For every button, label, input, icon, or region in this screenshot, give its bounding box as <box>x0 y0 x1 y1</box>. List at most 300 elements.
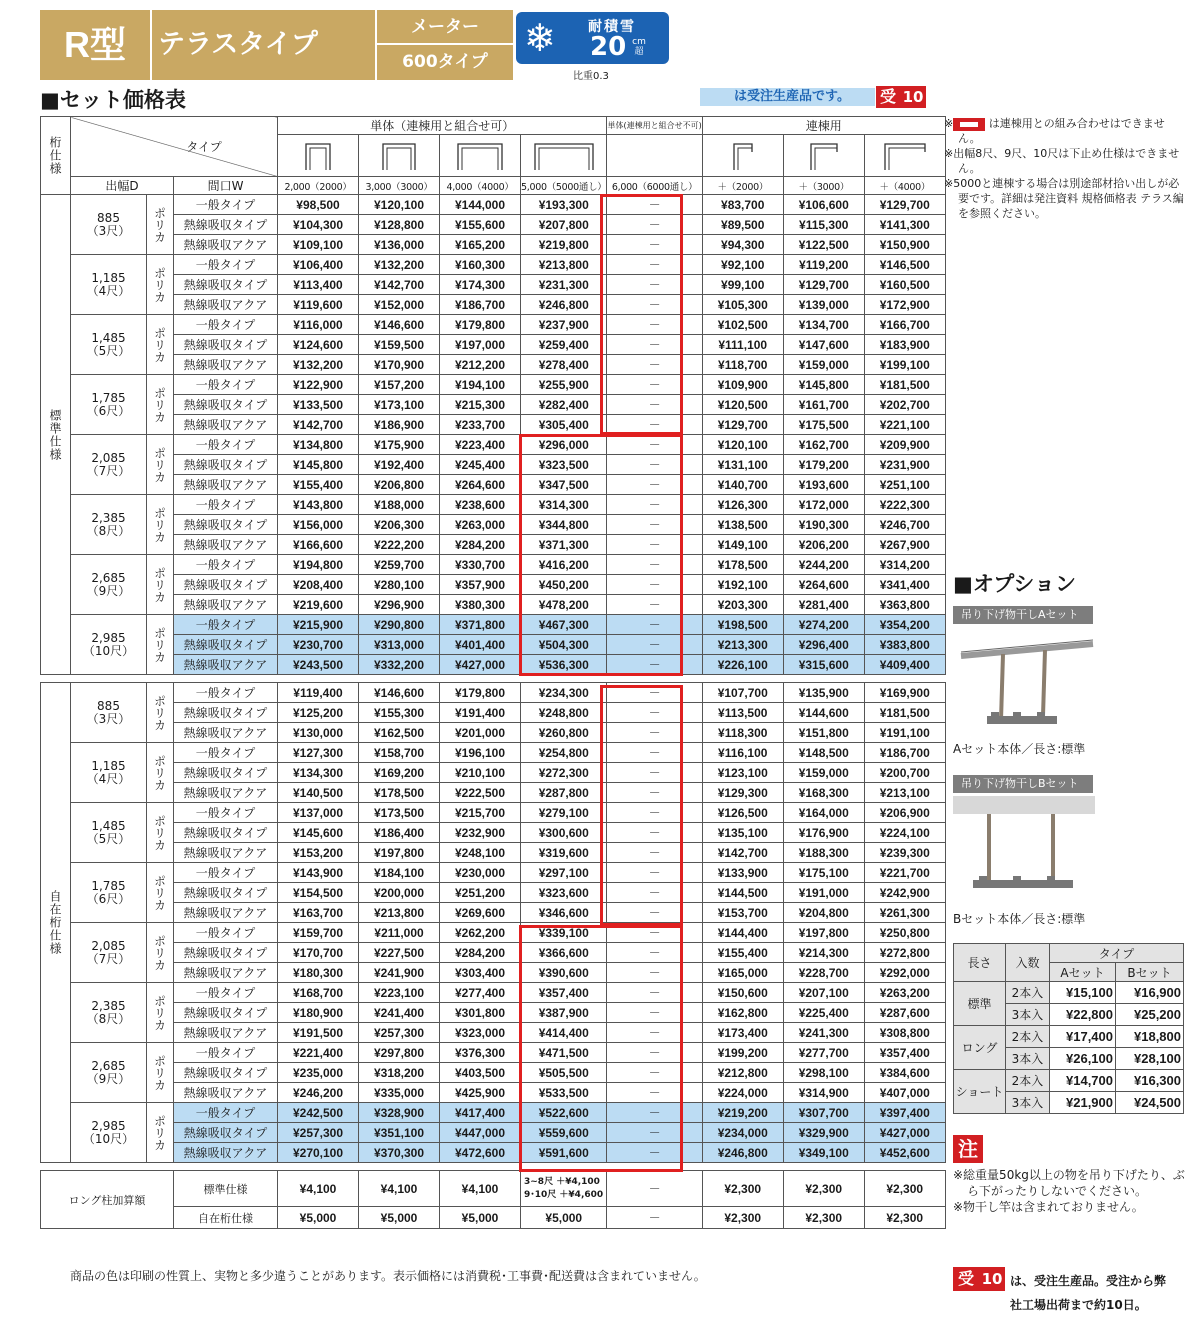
price-cell: ¥221,100 <box>864 415 945 435</box>
depth-size: 1,485 （5尺） <box>71 803 147 863</box>
price-cell: ¥200,700 <box>864 763 945 783</box>
terrace-shape-icon <box>521 135 607 177</box>
price-row <box>41 963 946 983</box>
price-cell: ¥280,100 <box>359 575 440 595</box>
material-label: ポリカ <box>147 195 174 255</box>
price-cell: ¥319,600 <box>521 843 607 863</box>
price-cell-unavailable: － <box>607 923 702 943</box>
price-cell: ¥115,300 <box>783 215 864 235</box>
price-row <box>41 295 946 315</box>
price-cell: ¥315,600 <box>783 655 864 675</box>
type-name: 熱線吸収アクア <box>174 595 278 615</box>
price-cell: ¥193,300 <box>521 195 607 215</box>
price-row <box>41 1023 946 1043</box>
price-cell: ¥89,500 <box>702 215 783 235</box>
price-cell: ¥290,800 <box>359 615 440 635</box>
option-price-b: ¥18,800 <box>1116 1026 1184 1048</box>
price-row <box>41 535 946 555</box>
price-cell: ¥260,800 <box>521 723 607 743</box>
type-name: 一般タイプ <box>174 803 278 823</box>
price-cell: ¥296,900 <box>359 595 440 615</box>
price-cell: ¥194,800 <box>278 555 359 575</box>
price-cell-unavailable: － <box>607 315 702 335</box>
long-post-linked-price: ¥2,300 <box>702 1207 783 1229</box>
price-cell: ¥159,500 <box>359 335 440 355</box>
price-cell-unavailable: － <box>607 215 702 235</box>
uke-mark-number-bg: 10 <box>900 86 926 108</box>
meter-type: 600タイプ <box>402 52 488 72</box>
type-name: 熱線吸収アクア <box>174 723 278 743</box>
price-cell: ¥224,000 <box>702 1083 783 1103</box>
price-cell: ¥409,400 <box>864 655 945 675</box>
type-name: 一般タイプ <box>174 555 278 575</box>
price-cell: ¥332,200 <box>359 655 440 675</box>
type-name: 熱線吸収タイプ <box>174 275 278 295</box>
type-name: 熱線吸収アクア <box>174 843 278 863</box>
depth-size: 2,085 （7尺） <box>71 435 147 495</box>
price-row <box>41 595 946 615</box>
type-name: 熱線吸収タイプ <box>174 883 278 903</box>
price-cell: ¥120,100 <box>359 195 440 215</box>
depth-size: 885 （3尺） <box>71 195 147 255</box>
option-price-a: ¥21,900 <box>1050 1092 1116 1114</box>
price-cell: ¥158,700 <box>359 743 440 763</box>
price-cell: ¥223,100 <box>359 983 440 1003</box>
price-cell: ¥106,600 <box>783 195 864 215</box>
price-cell: ¥83,700 <box>702 195 783 215</box>
price-row <box>41 655 946 675</box>
price-cell: ¥246,800 <box>702 1143 783 1163</box>
price-cell: ¥168,700 <box>278 983 359 1003</box>
price-cell: ¥165,200 <box>440 235 521 255</box>
price-cell: ¥349,100 <box>783 1143 864 1163</box>
price-cell: ¥234,300 <box>521 683 607 703</box>
price-cell: ¥102,500 <box>702 315 783 335</box>
price-row <box>41 683 946 703</box>
header-width-5: ＋（2000） <box>702 177 783 195</box>
terrace-shape-icon <box>440 135 521 177</box>
price-cell: ¥113,400 <box>278 275 359 295</box>
price-cell: ¥231,900 <box>864 455 945 475</box>
depth-size: 1,485 （5尺） <box>71 315 147 375</box>
price-cell: ¥211,000 <box>359 923 440 943</box>
price-row <box>41 783 946 803</box>
long-post-price: ¥4,100 <box>440 1171 521 1207</box>
price-cell: ¥181,500 <box>864 375 945 395</box>
price-cell: ¥131,100 <box>702 455 783 475</box>
price-row <box>41 823 946 843</box>
price-cell: ¥170,900 <box>359 355 440 375</box>
price-cell: ¥254,800 <box>521 743 607 763</box>
price-cell: ¥172,000 <box>783 495 864 515</box>
price-cell: ¥150,900 <box>864 235 945 255</box>
price-cell: ¥124,600 <box>278 335 359 355</box>
terrace-shape-icon <box>607 135 702 177</box>
type-name: 熱線吸収タイプ <box>174 395 278 415</box>
type-name: 熱線吸収タイプ <box>174 943 278 963</box>
price-cell: ¥450,200 <box>521 575 607 595</box>
price-cell: ¥246,200 <box>278 1083 359 1103</box>
type-name: 熱線吸収タイプ <box>174 515 278 535</box>
header-width-4: 6,000（6000通し） <box>607 177 702 195</box>
price-cell: ¥181,500 <box>864 703 945 723</box>
price-cell: ¥242,500 <box>278 1103 359 1123</box>
price-cell-unavailable: － <box>607 963 702 983</box>
material-label: ポリカ <box>147 863 174 923</box>
price-cell-unavailable: － <box>607 1023 702 1043</box>
price-cell: ¥297,800 <box>359 1043 440 1063</box>
price-cell-unavailable: － <box>607 863 702 883</box>
meter-type-box <box>375 10 513 80</box>
price-cell: ¥179,800 <box>440 315 521 335</box>
price-row <box>41 1143 946 1163</box>
price-cell: ¥231,300 <box>521 275 607 295</box>
long-post-5000: 3~8尺 ＋¥4,100 9･10尺 ＋¥4,600 <box>521 1171 607 1207</box>
long-post-spec: 標準仕様 <box>174 1171 278 1207</box>
option-length: ロング <box>954 1026 1006 1070</box>
price-cell: ¥159,700 <box>278 923 359 943</box>
price-cell: ¥241,300 <box>783 1023 864 1043</box>
type-name: 熱線吸収アクア <box>174 415 278 435</box>
price-cell: ¥119,400 <box>278 683 359 703</box>
option-price-table <box>953 943 1184 1114</box>
price-cell: ¥137,000 <box>278 803 359 823</box>
price-cell: ¥213,800 <box>359 903 440 923</box>
price-cell-unavailable: － <box>607 615 702 635</box>
option-count: 2本入 <box>1006 1026 1050 1048</box>
price-cell: ¥155,300 <box>359 703 440 723</box>
price-cell: ¥199,200 <box>702 1043 783 1063</box>
price-cell: ¥335,000 <box>359 1083 440 1103</box>
price-cell: ¥132,200 <box>359 255 440 275</box>
option-length: ショート <box>954 1070 1006 1114</box>
price-cell: ¥134,800 <box>278 435 359 455</box>
type-name: 一般タイプ <box>174 1103 278 1123</box>
price-cell: ¥175,500 <box>783 415 864 435</box>
price-cell-unavailable: － <box>607 275 702 295</box>
material-label: ポリカ <box>147 923 174 983</box>
price-cell-unavailable: － <box>607 435 702 455</box>
price-cell: ¥153,200 <box>278 843 359 863</box>
price-cell: ¥152,000 <box>359 295 440 315</box>
price-cell: ¥371,800 <box>440 615 521 635</box>
price-row <box>41 943 946 963</box>
price-cell: ¥204,800 <box>783 903 864 923</box>
price-cell: ¥210,100 <box>440 763 521 783</box>
price-cell-unavailable: － <box>607 335 702 355</box>
price-table <box>40 116 946 1229</box>
price-cell-unavailable: － <box>607 475 702 495</box>
price-cell: ¥387,900 <box>521 1003 607 1023</box>
depth-size: 2,085 （7尺） <box>71 923 147 983</box>
price-cell: ¥149,100 <box>702 535 783 555</box>
price-cell: ¥318,200 <box>359 1063 440 1083</box>
price-cell: ¥153,700 <box>702 903 783 923</box>
price-cell-unavailable: － <box>607 703 702 723</box>
price-cell: ¥366,600 <box>521 943 607 963</box>
price-cell: ¥255,900 <box>521 375 607 395</box>
option-a-tag: 吊り下げ物干しAセット <box>953 606 1093 624</box>
price-cell: ¥248,800 <box>521 703 607 723</box>
made-to-order-legend: は受注生産品です。 <box>700 88 875 106</box>
option-price-b: ¥24,500 <box>1116 1092 1184 1114</box>
option-header-length: 長さ <box>954 944 1006 982</box>
price-cell: ¥228,700 <box>783 963 864 983</box>
price-cell: ¥201,000 <box>440 723 521 743</box>
price-cell: ¥190,300 <box>783 515 864 535</box>
material-label: ポリカ <box>147 615 174 675</box>
price-cell: ¥142,700 <box>278 415 359 435</box>
long-post-linked-price: ¥2,300 <box>783 1171 864 1207</box>
option-price-a: ¥15,100 <box>1050 982 1116 1004</box>
type-name: 一般タイプ <box>174 1043 278 1063</box>
price-cell: ¥214,300 <box>783 943 864 963</box>
type-name: 一般タイプ <box>174 683 278 703</box>
long-post-price: ¥4,100 <box>278 1171 359 1207</box>
price-row <box>41 215 946 235</box>
price-row <box>41 635 946 655</box>
price-cell: ¥225,400 <box>783 1003 864 1023</box>
depth-size: 1,185 （4尺） <box>71 743 147 803</box>
price-cell: ¥166,700 <box>864 315 945 335</box>
price-row <box>41 275 946 295</box>
header-width-1: 3,000（3000） <box>359 177 440 195</box>
price-cell: ¥219,800 <box>521 235 607 255</box>
price-cell-unavailable: － <box>607 1043 702 1063</box>
price-cell: ¥157,200 <box>359 375 440 395</box>
price-cell: ¥175,100 <box>783 863 864 883</box>
spec-group-label: 自在桁仕様 <box>41 683 71 1163</box>
option-header-type: タイプ <box>1050 944 1184 963</box>
type-name: 熱線吸収タイプ <box>174 455 278 475</box>
price-cell-unavailable: － <box>607 495 702 515</box>
long-post-linked-price: ¥2,300 <box>864 1207 945 1229</box>
price-cell: ¥186,700 <box>864 743 945 763</box>
price-cell: ¥119,600 <box>278 295 359 315</box>
long-post-price: ¥5,000 <box>440 1207 521 1229</box>
price-cell: ¥142,700 <box>702 843 783 863</box>
price-cell: ¥122,500 <box>783 235 864 255</box>
type-name: 熱線吸収アクア <box>174 1143 278 1163</box>
price-cell: ¥245,400 <box>440 455 521 475</box>
price-cell: ¥180,900 <box>278 1003 359 1023</box>
price-cell: ¥92,100 <box>702 255 783 275</box>
material-label: ポリカ <box>147 315 174 375</box>
material-label: ポリカ <box>147 375 174 435</box>
long-post-price: ¥5,000 <box>278 1207 359 1229</box>
price-cell: ¥169,900 <box>864 683 945 703</box>
type-name: 一般タイプ <box>174 255 278 275</box>
price-cell: ¥192,400 <box>359 455 440 475</box>
price-cell: ¥135,900 <box>783 683 864 703</box>
type-name: 熱線吸収アクア <box>174 783 278 803</box>
price-cell: ¥407,000 <box>864 1083 945 1103</box>
type-name: 熱線吸収アクア <box>174 475 278 495</box>
price-cell: ¥376,300 <box>440 1043 521 1063</box>
price-cell: ¥281,400 <box>783 595 864 615</box>
option-row <box>954 1070 1184 1092</box>
price-cell-unavailable: － <box>607 803 702 823</box>
price-cell-unavailable: － <box>607 535 702 555</box>
option-count: 2本入 <box>1006 982 1050 1004</box>
price-cell: ¥155,400 <box>278 475 359 495</box>
price-cell: ¥173,400 <box>702 1023 783 1043</box>
price-cell: ¥269,600 <box>440 903 521 923</box>
price-cell: ¥298,100 <box>783 1063 864 1083</box>
price-row <box>41 763 946 783</box>
price-cell: ¥199,100 <box>864 355 945 375</box>
option-price-a: ¥26,100 <box>1050 1048 1116 1070</box>
price-cell: ¥287,800 <box>521 783 607 803</box>
price-cell: ¥242,900 <box>864 883 945 903</box>
price-cell: ¥146,500 <box>864 255 945 275</box>
price-cell: ¥173,500 <box>359 803 440 823</box>
type-name: 一般タイプ <box>174 615 278 635</box>
type-name: 一般タイプ <box>174 743 278 763</box>
price-cell: ¥397,400 <box>864 1103 945 1123</box>
price-cell: ¥140,500 <box>278 783 359 803</box>
material-label: ポリカ <box>147 1043 174 1103</box>
price-cell: ¥120,100 <box>702 435 783 455</box>
price-cell: ¥267,900 <box>864 535 945 555</box>
price-cell: ¥390,600 <box>521 963 607 983</box>
price-cell: ¥203,300 <box>702 595 783 615</box>
price-cell: ¥129,700 <box>702 415 783 435</box>
price-cell: ¥263,000 <box>440 515 521 535</box>
price-cell: ¥191,000 <box>783 883 864 903</box>
price-cell: ¥323,500 <box>521 455 607 475</box>
price-cell: ¥233,700 <box>440 415 521 435</box>
price-row <box>41 455 946 475</box>
price-cell: ¥272,800 <box>864 943 945 963</box>
price-cell: ¥99,100 <box>702 275 783 295</box>
price-cell: ¥277,400 <box>440 983 521 1003</box>
price-cell: ¥206,200 <box>783 535 864 555</box>
price-cell: ¥145,600 <box>278 823 359 843</box>
price-cell: ¥344,800 <box>521 515 607 535</box>
price-row <box>41 575 946 595</box>
price-cell: ¥297,100 <box>521 863 607 883</box>
price-cell: ¥250,800 <box>864 923 945 943</box>
price-cell: ¥202,700 <box>864 395 945 415</box>
price-cell-unavailable: － <box>607 595 702 615</box>
price-cell: ¥277,700 <box>783 1043 864 1063</box>
price-row <box>41 1123 946 1143</box>
terrace-shape-icon <box>278 135 359 177</box>
snowflake-icon: ❄ <box>524 16 556 60</box>
header-single-group: 単体（連棟用と組合せ可） <box>278 117 607 135</box>
price-cell: ¥257,300 <box>278 1123 359 1143</box>
depth-size: 2,985 （10尺） <box>71 1103 147 1163</box>
price-cell-unavailable: － <box>607 1103 702 1123</box>
price-cell: ¥109,100 <box>278 235 359 255</box>
depth-size: 1,785 （6尺） <box>71 375 147 435</box>
price-cell: ¥169,200 <box>359 763 440 783</box>
price-cell: ¥170,700 <box>278 943 359 963</box>
spec-group-label: 標準仕様 <box>41 195 71 675</box>
option-b-image <box>953 796 1095 900</box>
type-name: 熱線吸収タイプ <box>174 1123 278 1143</box>
price-cell: ¥403,500 <box>440 1063 521 1083</box>
long-post-linked-price: ¥2,300 <box>702 1171 783 1207</box>
price-cell: ¥174,300 <box>440 275 521 295</box>
price-cell: ¥135,100 <box>702 823 783 843</box>
option-header-row <box>954 944 1184 963</box>
price-cell: ¥264,600 <box>440 475 521 495</box>
price-cell: ¥105,300 <box>702 295 783 315</box>
price-cell: ¥162,500 <box>359 723 440 743</box>
price-cell: ¥357,400 <box>521 983 607 1003</box>
price-cell: ¥370,300 <box>359 1143 440 1163</box>
price-cell: ¥215,300 <box>440 395 521 415</box>
price-cell: ¥106,400 <box>278 255 359 275</box>
product-name: テラスタイプ <box>150 10 375 80</box>
price-cell: ¥165,000 <box>702 963 783 983</box>
price-cell-unavailable: － <box>607 295 702 315</box>
price-cell: ¥264,600 <box>783 575 864 595</box>
price-row <box>41 555 946 575</box>
type-name: 熱線吸収アクア <box>174 655 278 675</box>
long-post-5000: ¥5,000 <box>521 1207 607 1229</box>
price-cell: ¥296,000 <box>521 435 607 455</box>
price-cell: ¥155,600 <box>440 215 521 235</box>
price-cell: ¥188,300 <box>783 843 864 863</box>
price-cell: ¥307,700 <box>783 1103 864 1123</box>
terrace-shape-icon <box>359 135 440 177</box>
price-cell: ¥212,200 <box>440 355 521 375</box>
price-cell: ¥224,100 <box>864 823 945 843</box>
price-row <box>41 843 946 863</box>
price-cell: ¥161,700 <box>783 395 864 415</box>
price-cell: ¥145,800 <box>783 375 864 395</box>
price-cell: ¥328,900 <box>359 1103 440 1123</box>
type-name: 熱線吸収タイプ <box>174 1003 278 1023</box>
price-cell: ¥198,500 <box>702 615 783 635</box>
price-row <box>41 863 946 883</box>
type-name: 熱線吸収アクア <box>174 355 278 375</box>
notes: ※ は連棟用との組み合わせはできません。 ※出幅8尺、9尺、10尺は下止め仕様はできません。 ※5000と連棟する場合は別途部材拾い出しが必要です。詳細は発注資料 規格価格表 テラス編を参照ください。 <box>944 117 1184 220</box>
header-linked-group: 連棟用 <box>702 117 945 135</box>
price-cell: ¥206,800 <box>359 475 440 495</box>
price-row <box>41 723 946 743</box>
price-cell: ¥212,800 <box>702 1063 783 1083</box>
price-cell: ¥300,600 <box>521 823 607 843</box>
price-cell: ¥160,500 <box>864 275 945 295</box>
price-row <box>41 395 946 415</box>
price-cell: ¥164,000 <box>783 803 864 823</box>
price-cell: ¥246,700 <box>864 515 945 535</box>
price-cell: ¥191,500 <box>278 1023 359 1043</box>
price-cell: ¥230,000 <box>440 863 521 883</box>
price-cell: ¥323,000 <box>440 1023 521 1043</box>
type-name: 熱線吸収アクア <box>174 235 278 255</box>
price-row <box>41 883 946 903</box>
price-cell: ¥120,500 <box>702 395 783 415</box>
price-cell: ¥175,900 <box>359 435 440 455</box>
price-cell: ¥347,500 <box>521 475 607 495</box>
price-cell-unavailable: － <box>607 555 702 575</box>
price-cell: ¥246,800 <box>521 295 607 315</box>
price-cell: ¥222,300 <box>864 495 945 515</box>
price-row <box>41 415 946 435</box>
price-cell: ¥193,600 <box>783 475 864 495</box>
price-cell: ¥144,600 <box>783 703 864 723</box>
price-cell: ¥259,700 <box>359 555 440 575</box>
price-cell: ¥146,600 <box>359 683 440 703</box>
price-cell-unavailable: － <box>607 823 702 843</box>
price-cell: ¥144,000 <box>440 195 521 215</box>
price-cell: ¥111,100 <box>702 335 783 355</box>
